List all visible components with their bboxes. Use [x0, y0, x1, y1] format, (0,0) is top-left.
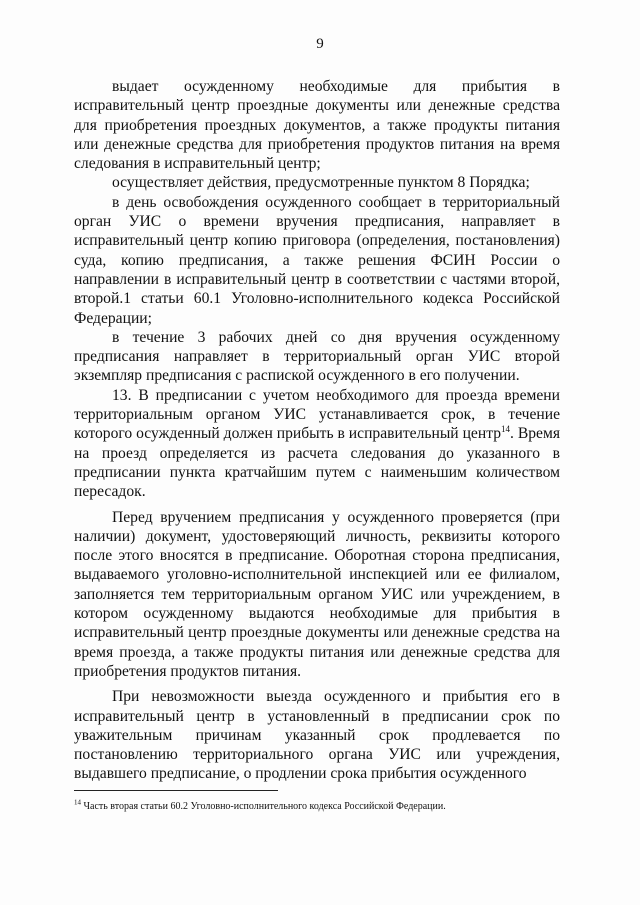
- paragraph-1: выдает осужденному необходимые для прибытия в исправительный центр проездные документы или денежные средства для приобретения проездных документов, а также продукты питания или денежные средства для приобретения продуктов питания на время следования в исправительный центр;: [74, 78, 560, 173]
- paragraph-6: Перед вручением предписания у осужденного проверяется (при наличии) документ, удостоверяющий личность, реквизиты которого после этого вносятся в предписание. Оборотная сторона предписания, выдаваемого уголовно-исполнительной инспекцией или ее филиалом, заполняется тем территориальным органом УИС или учреждением, в котором осужденному выдаются необходимые для прибытия в исправительный центр проездные документы или денежные средства на время проезда, а также продукты питания или денежные средства для приобретения продуктов питания.: [74, 508, 560, 680]
- paragraph-2: осуществляет действия, предусмотренные пунктом 8 Порядка;: [112, 174, 530, 192]
- paragraph-7: При невозможности выезда осужденного и прибытия его в исправительный центр в установленный в предписании срок по уважительным причинам указанный срок продлевается по постановлению территориального органа УИС или учреждения, выдавшего предписание, о продлении срока прибытия осужденного: [74, 688, 560, 783]
- paragraph-4: в течение 3 рабочих дней со дня вручения осужденному предписания направляет в территориальный орган УИС второй экземпляр предписания с распиской осужденного в его получении.: [74, 328, 560, 385]
- footnote-text: Часть вторая статьи 60.2 Уголовно-исполнительного кодекса Российской Федерации.: [83, 801, 446, 812]
- footnote-number: 14: [74, 798, 81, 807]
- paragraph-5-continued: Время на проезд определяется из расчета следования до указанного в предписании пункта кратчайшим путем с наименьшим количеством пересадок.: [74, 425, 561, 501]
- paragraph-5: 13. В предписании с учетом необходимого для проезда времени территориальным органом УИС устанавливается срок, в течение которого осужденный должен прибыть в исправительный центр$^{14}$. Время на проезд определяется из расчета следования до указанного в предписании пункта кратчайшим путем с наименьшим количеством пересадок.: [74, 386, 561, 501]
- paragraph-3: в день освобождения осужденного сообщает в территориальный орган УИС о времени вручения предписания, направляет в исправительный центр копию приговора (определения, постановления) суда, копию предписания, а также решения ФСИН России о направлении в исправительный центр в соответствии с частями второй, второй.1 статьи 60.1 Уголовно-исполнительного кодекса Российской Федерации;: [74, 193, 560, 327]
- footnote-divider: [74, 790, 278, 791]
- footnote: [74, 800, 560, 813]
- page-number: 9: [316, 36, 324, 52]
- paragraph-5-text: 13. В предписании с учетом необходимого для проезда времени территориальным органом УИС устанавливается срок, в течение которого осужденный должен прибыть в исправительный центр: [74, 386, 560, 443]
- body-text: [74, 77, 560, 784]
- footnote-reference[interactable]: 14: [501, 424, 510, 435]
